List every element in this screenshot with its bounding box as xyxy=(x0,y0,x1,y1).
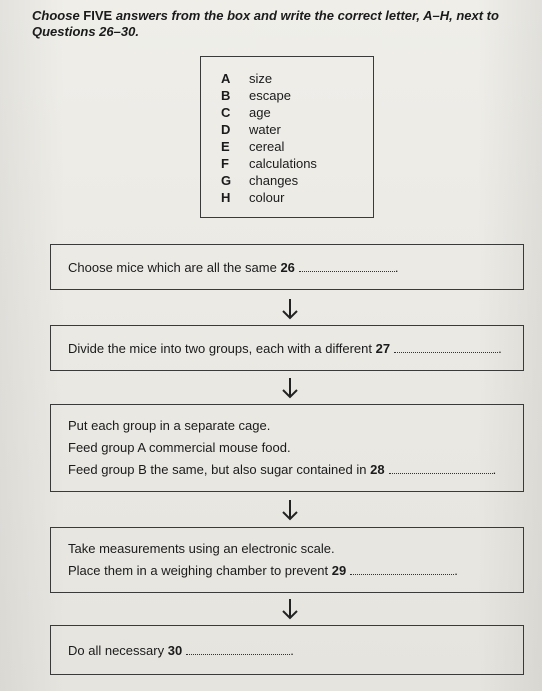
option-g xyxy=(221,173,298,189)
option-letter: A xyxy=(221,71,231,86)
step-punctuation: . xyxy=(492,462,497,477)
option-f xyxy=(221,156,317,172)
instruction-text-2: answers from the box and write the correct letter, A–H, next to Questions 26–30. xyxy=(32,8,499,39)
option-word: calculations xyxy=(249,156,317,171)
down-arrow-icon xyxy=(278,498,302,522)
question-number-28: 28 xyxy=(370,462,385,477)
flow-step-5 xyxy=(50,625,524,675)
option-h xyxy=(221,190,284,206)
step-punctuation: . xyxy=(454,563,458,578)
step-line xyxy=(68,540,335,558)
question-number-29: 29 xyxy=(331,563,347,578)
down-arrow-icon xyxy=(278,297,302,321)
step-punctuation: . xyxy=(394,260,399,275)
option-letter: H xyxy=(221,190,231,205)
step-line xyxy=(68,461,496,479)
option-letter: E xyxy=(221,139,230,154)
answer-blank-28[interactable] xyxy=(389,461,493,474)
flow-step-3 xyxy=(50,404,524,492)
option-word: colour xyxy=(249,190,285,205)
question-number-27: 27 xyxy=(375,341,391,356)
question-number-26: 26 xyxy=(280,260,295,275)
step-text: Do all necessary xyxy=(68,643,168,658)
flow-step-2 xyxy=(50,325,524,371)
step-punctuation: . xyxy=(290,643,294,658)
answer-blank-29[interactable] xyxy=(350,562,454,575)
step-line xyxy=(68,642,294,660)
option-word: changes xyxy=(249,173,299,188)
step-punctuation: . xyxy=(498,341,502,356)
answer-blank-30[interactable] xyxy=(186,642,290,655)
option-letter: B xyxy=(221,88,231,103)
instruction-emphasis: FIVE xyxy=(83,8,113,23)
option-a xyxy=(221,71,272,87)
answer-options-box xyxy=(200,56,374,218)
flow-step-1 xyxy=(50,244,524,290)
option-word: size xyxy=(249,71,273,86)
answer-blank-26[interactable] xyxy=(299,259,395,272)
step-text: Feed group B the same, but also sugar contained in xyxy=(68,462,371,477)
option-d xyxy=(221,122,281,138)
down-arrow-icon xyxy=(278,376,302,400)
step-text: Place them in a weighing chamber to prevent xyxy=(68,563,332,578)
option-letter: C xyxy=(221,105,231,120)
step-text: Take measurements using an electronic scale. xyxy=(68,541,335,556)
step-text: Choose mice which are all the same xyxy=(68,260,281,275)
step-text: Divide the mice into two groups, each with a different xyxy=(68,341,376,356)
step-line xyxy=(68,562,458,580)
option-letter: D xyxy=(221,122,231,137)
option-letter: F xyxy=(221,156,229,171)
flow-step-4 xyxy=(50,527,524,593)
question-number-30: 30 xyxy=(167,643,183,658)
option-b xyxy=(221,88,291,104)
option-word: cereal xyxy=(249,139,285,154)
step-text: Put each group in a separate cage. xyxy=(68,418,271,433)
option-e xyxy=(221,139,284,155)
option-word: age xyxy=(249,105,271,120)
step-line xyxy=(68,439,291,457)
option-letter: G xyxy=(221,173,232,188)
option-word: escape xyxy=(249,88,291,103)
option-word: water xyxy=(249,122,281,137)
step-line xyxy=(68,259,399,277)
step-line xyxy=(68,417,270,435)
option-c xyxy=(221,105,271,121)
step-line xyxy=(68,340,502,358)
step-text: Feed group A commercial mouse food. xyxy=(68,440,291,455)
down-arrow-icon xyxy=(278,597,302,621)
answer-blank-27[interactable] xyxy=(394,340,498,353)
instruction-text-1: Choose xyxy=(32,8,84,23)
instructions xyxy=(32,8,502,40)
